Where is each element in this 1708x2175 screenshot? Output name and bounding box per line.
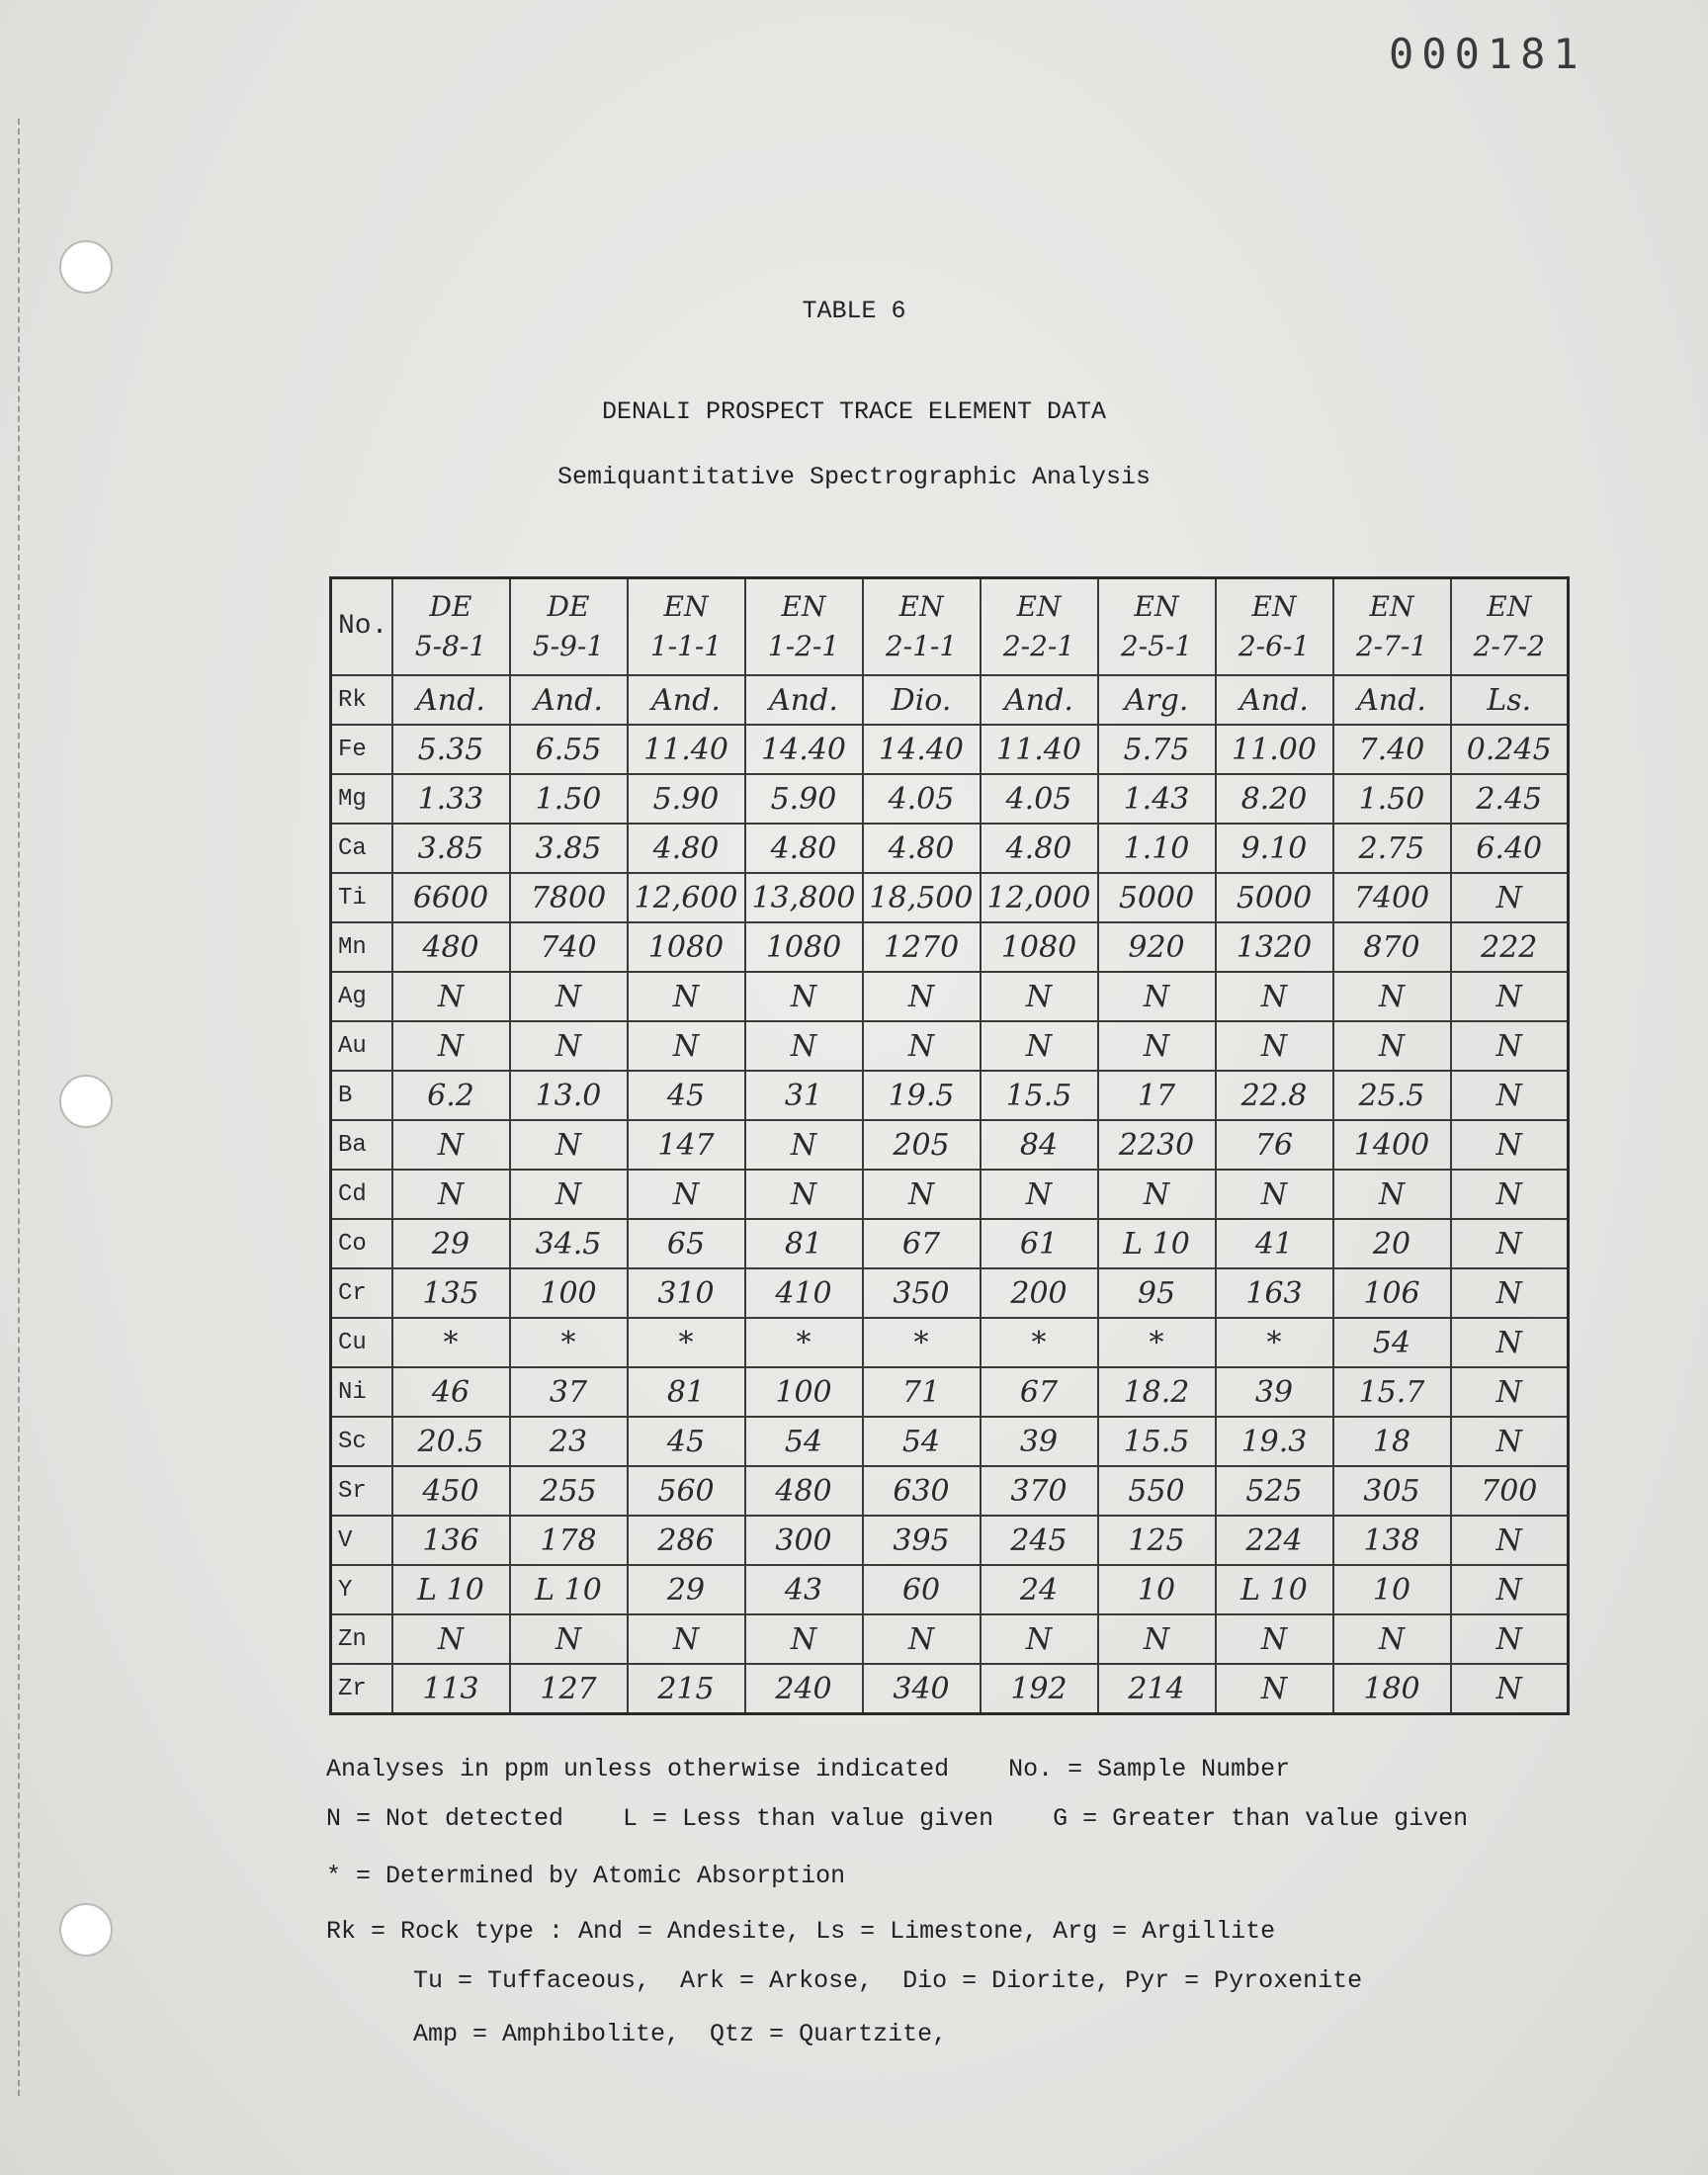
sample-header-cell <box>1333 578 1451 676</box>
value-cell: 19.5 <box>863 1071 981 1120</box>
value-cell: N <box>1333 1170 1451 1219</box>
value-cell: 136 <box>392 1516 510 1565</box>
legend-asterisk: * = Determined by Atomic Absorption <box>326 1862 846 1890</box>
table-row <box>331 1614 1569 1664</box>
value-cell: N <box>1451 1516 1569 1565</box>
value-cell: 24 <box>981 1565 1098 1614</box>
element-label: Y <box>331 1565 392 1614</box>
table-row <box>331 873 1569 922</box>
value-cell: N <box>745 1021 863 1071</box>
value-cell: * <box>1098 1318 1216 1367</box>
sample-prefix: EN <box>663 590 709 623</box>
value-cell: 71 <box>863 1367 981 1417</box>
legend-rock-types-cont: Tu = Tuffaceous, Ark = Arkose, Dio = Diorite, Pyr = Pyroxenite <box>413 1966 1363 1995</box>
value-cell: 6.55 <box>510 725 628 774</box>
sample-number: 2-5-1 <box>1120 630 1193 662</box>
sample-number: 2-2-1 <box>1002 630 1075 662</box>
value-cell: 0.245 <box>1451 725 1569 774</box>
table-row <box>331 1071 1569 1120</box>
sample-number: 2-7-2 <box>1473 630 1545 662</box>
element-label: Ti <box>331 873 392 922</box>
value-cell: 4.05 <box>863 774 981 824</box>
value-cell: 10 <box>1098 1565 1216 1614</box>
value-cell: 180 <box>1333 1664 1451 1714</box>
value-cell: 215 <box>628 1664 745 1714</box>
table-row <box>331 1417 1569 1466</box>
value-cell: 13,800 <box>745 873 863 922</box>
sample-header-cell <box>1216 578 1333 676</box>
sample-number: 2-7-1 <box>1355 630 1428 662</box>
value-cell: 23 <box>510 1417 628 1466</box>
value-cell: N <box>392 1120 510 1170</box>
value-cell: 100 <box>510 1268 628 1318</box>
table-label: TABLE 6 <box>802 297 906 325</box>
table-row <box>331 1318 1569 1367</box>
element-label: Sc <box>331 1417 392 1466</box>
document-number: 000181 <box>1389 30 1586 78</box>
value-cell: N <box>1098 972 1216 1021</box>
value-cell: N <box>510 1021 628 1071</box>
value-cell: 29 <box>392 1219 510 1268</box>
value-cell: N <box>1098 1021 1216 1071</box>
element-label: Ba <box>331 1120 392 1170</box>
value-cell: N <box>392 1614 510 1664</box>
table-row <box>331 1664 1569 1714</box>
value-cell: 84 <box>981 1120 1098 1170</box>
sample-prefix: EN <box>1487 590 1532 623</box>
value-cell: N <box>1451 1170 1569 1219</box>
value-cell: 245 <box>981 1516 1098 1565</box>
value-cell: 200 <box>981 1268 1098 1318</box>
value-cell: 13.0 <box>510 1071 628 1120</box>
value-cell: N <box>510 1170 628 1219</box>
value-cell: 5.35 <box>392 725 510 774</box>
value-cell: 18,500 <box>863 873 981 922</box>
value-cell: 2.45 <box>1451 774 1569 824</box>
value-cell: * <box>863 1318 981 1367</box>
value-cell: L 10 <box>1098 1219 1216 1268</box>
table-body <box>331 675 1569 1714</box>
table-row <box>331 1516 1569 1565</box>
value-cell: 9.10 <box>1216 824 1333 873</box>
value-cell: 7400 <box>1333 873 1451 922</box>
legend-codes: N = Not detected L = Less than value given G = Greater than value given <box>326 1804 1469 1833</box>
value-cell: N <box>981 1021 1098 1071</box>
sample-header-cell <box>392 578 510 676</box>
value-cell: 54 <box>745 1417 863 1466</box>
table-row <box>331 1565 1569 1614</box>
table-row <box>331 922 1569 972</box>
value-cell: 5000 <box>1216 873 1333 922</box>
value-cell: N <box>1098 1170 1216 1219</box>
value-cell: 740 <box>510 922 628 972</box>
value-cell: 15.7 <box>1333 1367 1451 1417</box>
page-subtitle: Semiquantitative Spectrographic Analysis <box>556 463 1152 491</box>
value-cell: And. <box>628 675 745 725</box>
value-cell: * <box>1216 1318 1333 1367</box>
value-cell: 45 <box>628 1071 745 1120</box>
trace-element-table <box>329 576 1570 1715</box>
value-cell: 29 <box>628 1565 745 1614</box>
sample-header-cell <box>1098 578 1216 676</box>
punch-hole <box>59 240 113 294</box>
value-cell: N <box>745 1120 863 1170</box>
value-cell: 560 <box>628 1466 745 1516</box>
value-cell: N <box>510 972 628 1021</box>
element-label: Cu <box>331 1318 392 1367</box>
element-label: Au <box>331 1021 392 1071</box>
value-cell: L 10 <box>392 1565 510 1614</box>
value-cell: 34.5 <box>510 1219 628 1268</box>
value-cell: 138 <box>1333 1516 1451 1565</box>
value-cell: 214 <box>1098 1664 1216 1714</box>
value-cell: N <box>745 1170 863 1219</box>
value-cell: 15.5 <box>981 1071 1098 1120</box>
table-row <box>331 1367 1569 1417</box>
value-cell: 286 <box>628 1516 745 1565</box>
value-cell: 11.00 <box>1216 725 1333 774</box>
value-cell: 395 <box>863 1516 981 1565</box>
value-cell: 12,000 <box>981 873 1098 922</box>
sample-number: 2-1-1 <box>885 630 958 662</box>
value-cell: 1080 <box>981 922 1098 972</box>
sample-header-cell <box>1451 578 1569 676</box>
value-cell: 450 <box>392 1466 510 1516</box>
value-cell: N <box>1216 972 1333 1021</box>
element-label: Ag <box>331 972 392 1021</box>
table-row <box>331 1170 1569 1219</box>
table-row <box>331 725 1569 774</box>
value-cell: N <box>1451 1219 1569 1268</box>
value-cell: * <box>981 1318 1098 1367</box>
element-label: Ni <box>331 1367 392 1417</box>
value-cell: 6.2 <box>392 1071 510 1120</box>
value-cell: 2230 <box>1098 1120 1216 1170</box>
value-cell: 95 <box>1098 1268 1216 1318</box>
sample-number: 5-8-1 <box>414 630 487 662</box>
value-cell: 1.43 <box>1098 774 1216 824</box>
value-cell: 10 <box>1333 1565 1451 1614</box>
value-cell: * <box>510 1318 628 1367</box>
element-label: Zr <box>331 1664 392 1714</box>
element-label: Ca <box>331 824 392 873</box>
value-cell: 480 <box>392 922 510 972</box>
value-cell: 22.8 <box>1216 1071 1333 1120</box>
value-cell: * <box>628 1318 745 1367</box>
table-row <box>331 824 1569 873</box>
value-cell: N <box>863 1170 981 1219</box>
value-cell: N <box>1451 1318 1569 1367</box>
value-cell: And. <box>1333 675 1451 725</box>
sample-header-cell <box>745 578 863 676</box>
punch-hole <box>59 1075 113 1128</box>
value-cell: 700 <box>1451 1466 1569 1516</box>
value-cell: Ls. <box>1451 675 1569 725</box>
value-cell: 67 <box>863 1219 981 1268</box>
value-cell: 20 <box>1333 1219 1451 1268</box>
value-cell: 222 <box>1451 922 1569 972</box>
sample-header-cell <box>863 578 981 676</box>
value-cell: 18 <box>1333 1417 1451 1466</box>
table-row <box>331 675 1569 725</box>
value-cell: * <box>392 1318 510 1367</box>
value-cell: N <box>1333 972 1451 1021</box>
value-cell: N <box>863 972 981 1021</box>
value-cell: 65 <box>628 1219 745 1268</box>
value-cell: 305 <box>1333 1466 1451 1516</box>
value-cell: 11.40 <box>981 725 1098 774</box>
sample-prefix: EN <box>1251 590 1297 623</box>
value-cell: N <box>628 972 745 1021</box>
value-cell: 1400 <box>1333 1120 1451 1170</box>
value-cell: 14.40 <box>863 725 981 774</box>
sample-header-cell <box>510 578 628 676</box>
value-cell: N <box>1216 1664 1333 1714</box>
value-cell: 550 <box>1098 1466 1216 1516</box>
element-label: Co <box>331 1219 392 1268</box>
sample-number-label: No. <box>331 578 392 676</box>
value-cell: 39 <box>981 1417 1098 1466</box>
value-cell: 61 <box>981 1219 1098 1268</box>
value-cell: 5.90 <box>628 774 745 824</box>
value-cell: 1080 <box>628 922 745 972</box>
value-cell: And. <box>981 675 1098 725</box>
value-cell: 54 <box>1333 1318 1451 1367</box>
value-cell: And. <box>1216 675 1333 725</box>
value-cell: N <box>1333 1614 1451 1664</box>
value-cell: N <box>1216 1170 1333 1219</box>
value-cell: 1080 <box>745 922 863 972</box>
value-cell: N <box>1451 1417 1569 1466</box>
value-cell: N <box>1451 873 1569 922</box>
value-cell: N <box>1216 1614 1333 1664</box>
value-cell: 340 <box>863 1664 981 1714</box>
element-label: Zn <box>331 1614 392 1664</box>
value-cell: N <box>1451 1614 1569 1664</box>
value-cell: 20.5 <box>392 1417 510 1466</box>
value-cell: N <box>745 1614 863 1664</box>
value-cell: 920 <box>1098 922 1216 972</box>
value-cell: 1320 <box>1216 922 1333 972</box>
value-cell: 2.75 <box>1333 824 1451 873</box>
value-cell: 17 <box>1098 1071 1216 1120</box>
value-cell: 7.40 <box>1333 725 1451 774</box>
sample-prefix: EN <box>1134 590 1179 623</box>
value-cell: 370 <box>981 1466 1098 1516</box>
value-cell: 410 <box>745 1268 863 1318</box>
value-cell: * <box>745 1318 863 1367</box>
value-cell: 3.85 <box>510 824 628 873</box>
value-cell: N <box>1451 1120 1569 1170</box>
value-cell: N <box>745 972 863 1021</box>
value-cell: 4.80 <box>745 824 863 873</box>
value-cell: N <box>981 1170 1098 1219</box>
value-cell: 113 <box>392 1664 510 1714</box>
value-cell: 224 <box>1216 1516 1333 1565</box>
value-cell: Arg. <box>1098 675 1216 725</box>
value-cell: 163 <box>1216 1268 1333 1318</box>
sample-header-cell <box>628 578 745 676</box>
value-cell: 43 <box>745 1565 863 1614</box>
sample-number: 5-9-1 <box>532 630 605 662</box>
value-cell: N <box>863 1021 981 1071</box>
value-cell: 46 <box>392 1367 510 1417</box>
value-cell: 147 <box>628 1120 745 1170</box>
value-cell: 25.5 <box>1333 1071 1451 1120</box>
value-cell: N <box>1451 1565 1569 1614</box>
value-cell: N <box>392 1170 510 1219</box>
value-cell: 6.40 <box>1451 824 1569 873</box>
value-cell: 39 <box>1216 1367 1333 1417</box>
table-row <box>331 1120 1569 1170</box>
value-cell: 310 <box>628 1268 745 1318</box>
value-cell: 31 <box>745 1071 863 1120</box>
value-cell: 6600 <box>392 873 510 922</box>
value-cell: N <box>981 972 1098 1021</box>
value-cell: 81 <box>745 1219 863 1268</box>
value-cell: 18.2 <box>1098 1367 1216 1417</box>
table-row <box>331 972 1569 1021</box>
legend-rock-types-end: Amp = Amphibolite, Qtz = Quartzite, <box>413 2020 948 2048</box>
sample-number: 1-2-1 <box>767 630 840 662</box>
value-cell: 41 <box>1216 1219 1333 1268</box>
value-cell: 14.40 <box>745 725 863 774</box>
value-cell: N <box>1451 1367 1569 1417</box>
value-cell: N <box>628 1614 745 1664</box>
legend-units-note: Analyses in ppm unless otherwise indicated No. = Sample Number <box>326 1755 1291 1784</box>
value-cell: 4.80 <box>863 824 981 873</box>
value-cell: 127 <box>510 1664 628 1714</box>
value-cell: 255 <box>510 1466 628 1516</box>
table-row <box>331 1466 1569 1516</box>
page-title: DENALI PROSPECT TRACE ELEMENT DATA <box>601 397 1107 426</box>
table-row <box>331 774 1569 824</box>
value-cell: N <box>392 972 510 1021</box>
value-cell: 8.20 <box>1216 774 1333 824</box>
element-label: Rk <box>331 675 392 725</box>
value-cell: 125 <box>1098 1516 1216 1565</box>
value-cell: 135 <box>392 1268 510 1318</box>
element-label: Mn <box>331 922 392 972</box>
value-cell: 192 <box>981 1664 1098 1714</box>
value-cell: 106 <box>1333 1268 1451 1318</box>
value-cell: N <box>1098 1614 1216 1664</box>
element-label: Cr <box>331 1268 392 1318</box>
value-cell: 5.75 <box>1098 725 1216 774</box>
legend-rock-types: Rk = Rock type : And = Andesite, Ls = Limestone, Arg = Argillite <box>326 1917 1276 1946</box>
value-cell: 4.05 <box>981 774 1098 824</box>
value-cell: 37 <box>510 1367 628 1417</box>
value-cell: N <box>1451 1021 1569 1071</box>
value-cell: N <box>1451 1071 1569 1120</box>
value-cell: 240 <box>745 1664 863 1714</box>
value-cell: N <box>510 1614 628 1664</box>
value-cell: N <box>1216 1021 1333 1071</box>
sample-prefix: EN <box>1016 590 1062 623</box>
value-cell: 205 <box>863 1120 981 1170</box>
sample-prefix: EN <box>898 590 944 623</box>
element-label: V <box>331 1516 392 1565</box>
value-cell: 1270 <box>863 922 981 972</box>
value-cell: 350 <box>863 1268 981 1318</box>
value-cell: 1.10 <box>1098 824 1216 873</box>
value-cell: N <box>628 1021 745 1071</box>
punch-hole <box>59 1903 113 1957</box>
value-cell: N <box>1333 1021 1451 1071</box>
value-cell: 5000 <box>1098 873 1216 922</box>
value-cell: 100 <box>745 1367 863 1417</box>
value-cell: 1.50 <box>1333 774 1451 824</box>
sample-prefix: EN <box>781 590 826 623</box>
value-cell: Dio. <box>863 675 981 725</box>
value-cell: And. <box>745 675 863 725</box>
value-cell: 45 <box>628 1417 745 1466</box>
value-cell: 1.33 <box>392 774 510 824</box>
value-cell: N <box>1451 1664 1569 1714</box>
value-cell: 525 <box>1216 1466 1333 1516</box>
value-cell: And. <box>392 675 510 725</box>
value-cell: N <box>510 1120 628 1170</box>
sample-header-row <box>331 578 1569 676</box>
value-cell: N <box>392 1021 510 1071</box>
value-cell: N <box>981 1614 1098 1664</box>
sample-prefix: DE <box>547 590 590 623</box>
sample-header-cell <box>981 578 1098 676</box>
value-cell: And. <box>510 675 628 725</box>
value-cell: 7800 <box>510 873 628 922</box>
value-cell: 54 <box>863 1417 981 1466</box>
value-cell: 15.5 <box>1098 1417 1216 1466</box>
element-label: Cd <box>331 1170 392 1219</box>
value-cell: L 10 <box>510 1565 628 1614</box>
value-cell: 12,600 <box>628 873 745 922</box>
element-label: B <box>331 1071 392 1120</box>
value-cell: 19.3 <box>1216 1417 1333 1466</box>
value-cell: L 10 <box>1216 1565 1333 1614</box>
value-cell: 5.90 <box>745 774 863 824</box>
sample-number: 2-6-1 <box>1238 630 1311 662</box>
value-cell: 1.50 <box>510 774 628 824</box>
value-cell: 11.40 <box>628 725 745 774</box>
value-cell: 480 <box>745 1466 863 1516</box>
value-cell: N <box>628 1170 745 1219</box>
sample-prefix: DE <box>429 590 472 623</box>
value-cell: 300 <box>745 1516 863 1565</box>
table-row <box>331 1268 1569 1318</box>
value-cell: 76 <box>1216 1120 1333 1170</box>
element-label: Fe <box>331 725 392 774</box>
value-cell: 4.80 <box>628 824 745 873</box>
value-cell: 630 <box>863 1466 981 1516</box>
sample-prefix: EN <box>1369 590 1414 623</box>
table-row <box>331 1021 1569 1071</box>
value-cell: 81 <box>628 1367 745 1417</box>
value-cell: 178 <box>510 1516 628 1565</box>
element-label: Sr <box>331 1466 392 1516</box>
value-cell: 67 <box>981 1367 1098 1417</box>
element-label: Mg <box>331 774 392 824</box>
value-cell: N <box>1451 1268 1569 1318</box>
value-cell: N <box>863 1614 981 1664</box>
value-cell: 3.85 <box>392 824 510 873</box>
value-cell: N <box>1451 972 1569 1021</box>
sample-number: 1-1-1 <box>649 630 723 662</box>
value-cell: 4.80 <box>981 824 1098 873</box>
value-cell: 60 <box>863 1565 981 1614</box>
table-row <box>331 1219 1569 1268</box>
value-cell: 870 <box>1333 922 1451 972</box>
